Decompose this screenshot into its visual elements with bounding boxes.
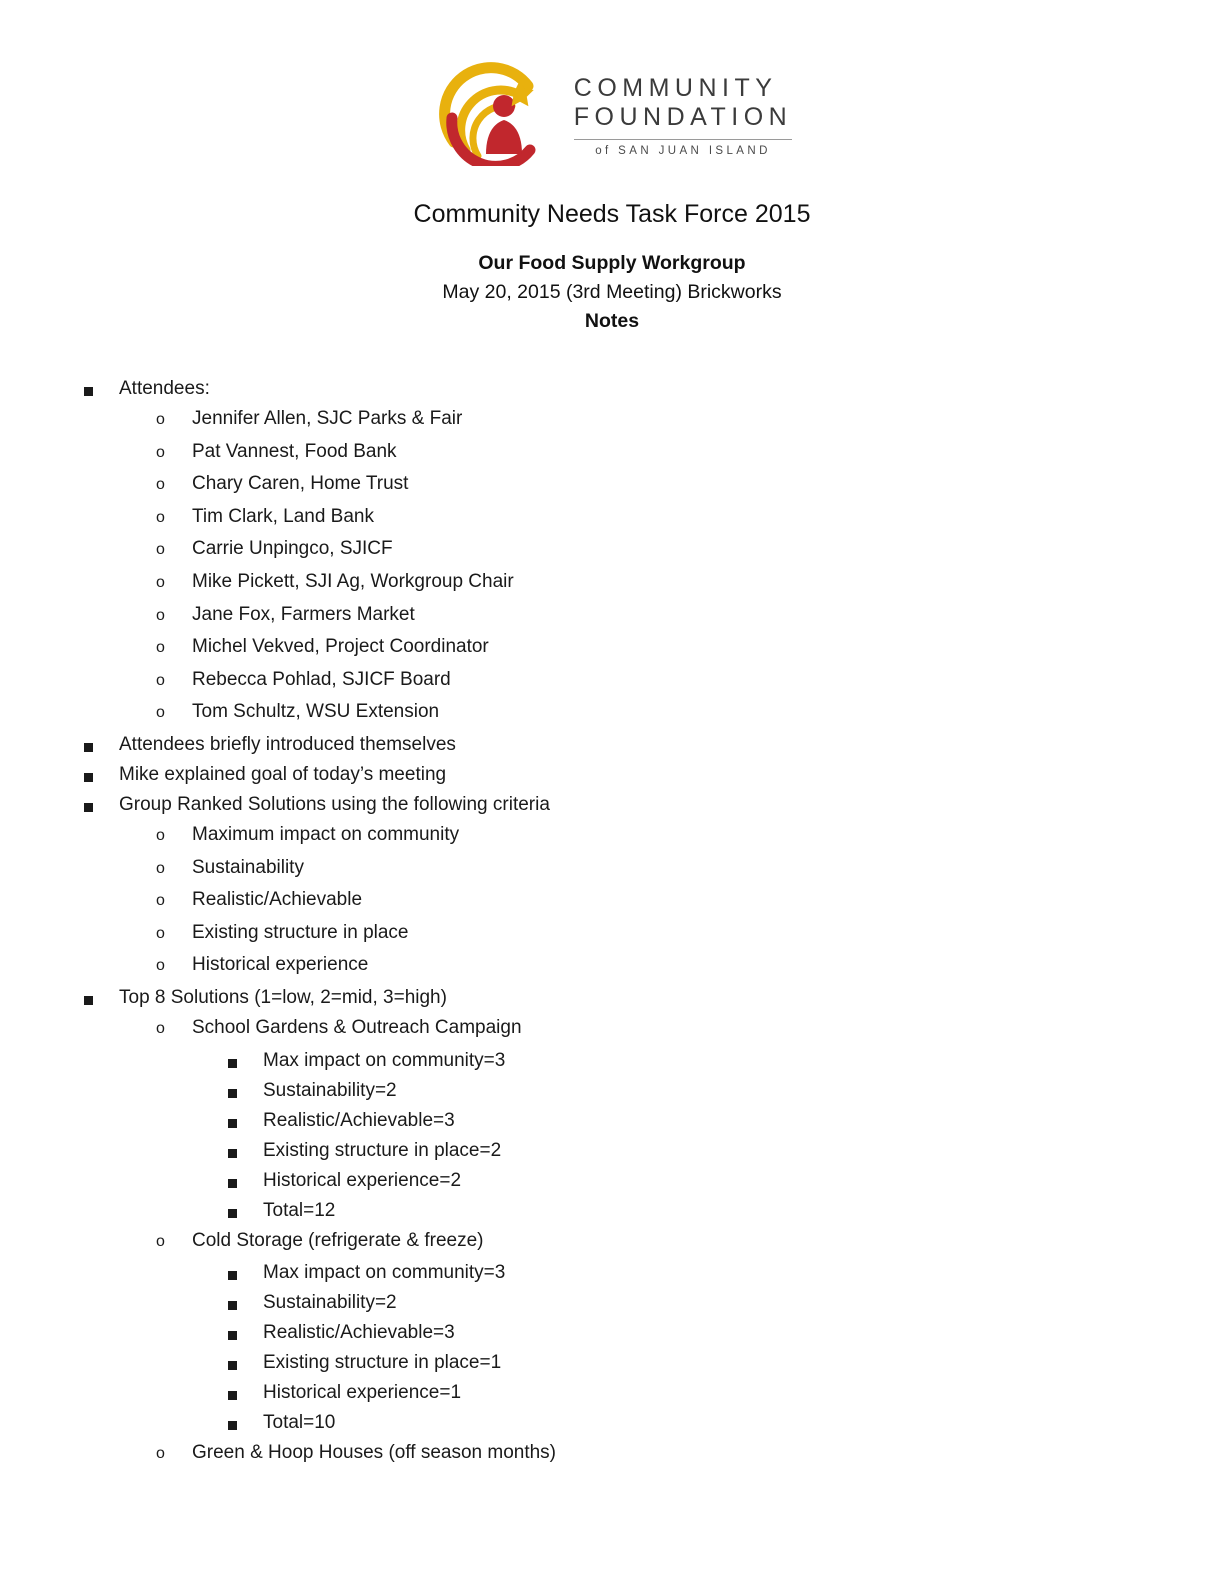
list-item-label: Realistic/Achievable=3 [263,1109,455,1131]
square-bullet-icon [84,803,93,812]
list-item-label: Existing structure in place [192,921,409,943]
list-item [84,1353,1164,1372]
list-item-label: Jane Fox, Farmers Market [192,603,415,625]
square-bullet-icon [228,1421,237,1430]
circle-bullet-icon: o [156,508,165,526]
list-item [84,1051,1164,1070]
circle-bullet-icon: o [156,1019,165,1037]
list-item [84,442,1164,464]
logo-line-foundation: FOUNDATION [573,102,793,131]
foundation-logo-icon [432,58,560,166]
circle-bullet-icon: o [156,541,165,559]
list-item-label: School Gardens & Outreach Campaign [192,1016,522,1038]
list-item [84,507,1164,529]
list-item-label: Existing structure in place=2 [263,1139,502,1161]
page-title: Community Needs Task Force 2015 [413,200,811,228]
list-item-label: Tim Clark, Land Bank [192,505,374,527]
list-item-label: Maximum impact on community [192,823,460,845]
list-item [84,1081,1164,1100]
list-item-label: Cold Storage (refrigerate & freeze) [192,1229,484,1251]
list-item [84,825,1164,847]
square-bullet-icon [228,1179,237,1188]
list-item [84,1201,1164,1220]
list-item-label: Total=10 [263,1412,336,1434]
list-item-label: Attendees briefly introduced themselves [119,733,456,755]
list-item [84,890,1164,912]
list-item-label: Sustainability=2 [263,1292,397,1314]
square-bullet-icon [228,1149,237,1158]
list-item-label: Mike explained goal of today’s meeting [119,763,447,785]
list-item [84,637,1164,659]
square-bullet-icon [84,773,93,782]
square-bullet-icon [84,387,93,396]
list-item [84,923,1164,945]
circle-bullet-icon: o [156,859,165,877]
list-item [84,702,1164,724]
logo-line-community: COMMUNITY [573,73,778,102]
list-item-label: Max impact on community=3 [263,1049,506,1071]
list-item-label: Rebecca Pohlad, SJICF Board [192,668,451,690]
list-item [84,572,1164,594]
list-item-label: Existing structure in place=1 [263,1352,502,1374]
list-item-label: Jennifer Allen, SJC Parks & Fair [192,408,463,429]
logo-line-location: of SAN JUAN ISLAND [574,139,792,157]
list-item [84,1231,1164,1253]
circle-bullet-icon: o [156,1445,165,1463]
circle-bullet-icon: o [156,957,165,975]
document-type-label: Notes [584,310,640,332]
list-item [84,409,1164,431]
notes-body [0,379,1224,1465]
circle-bullet-icon: o [156,1232,165,1250]
list-item-label: Michel Vekved, Project Coordinator [192,636,489,658]
square-bullet-icon [228,1059,237,1068]
list-item [84,1171,1164,1190]
list-item [84,1111,1164,1130]
list-item [84,605,1164,627]
list-item-label: Pat Vannest, Food Bank [192,440,397,462]
list-item-label: Green & Hoop Houses (off season months) [192,1442,557,1464]
list-item [84,1141,1164,1160]
list-item-label: Top 8 Solutions (1=low, 2=mid, 3=high) [119,986,447,1008]
list-item [84,795,1164,814]
workgroup-subtitle: Our Food Supply Workgroup [478,252,746,274]
square-bullet-icon [228,1391,237,1400]
circle-bullet-icon: o [156,826,165,844]
list-item-label: Historical experience=2 [263,1169,462,1191]
list-item [84,858,1164,880]
circle-bullet-icon: o [156,892,165,910]
circle-bullet-icon: o [156,606,165,624]
square-bullet-icon [228,1301,237,1310]
square-bullet-icon [84,996,93,1005]
list-item-label: Carrie Unpingco, SJICF [192,538,393,560]
list-item [84,1323,1164,1342]
list-item-label: Group Ranked Solutions using the following criteria [119,793,550,815]
list-item [84,955,1164,977]
list-item-label: Chary Caren, Home Trust [192,473,409,495]
list-item-label: Realistic/Achievable [192,889,363,911]
circle-bullet-icon: o [156,476,165,494]
list-item [84,670,1164,692]
square-bullet-icon [228,1209,237,1218]
circle-bullet-icon: o [156,573,165,591]
list-item-label: Total=12 [263,1199,336,1221]
square-bullet-icon [84,743,93,752]
list-item-label: Historical experience=1 [263,1382,462,1404]
list-item [84,988,1164,1007]
list-item-label: Tom Schultz, WSU Extension [192,701,440,723]
list-item [84,539,1164,561]
circle-bullet-icon: o [156,671,165,689]
list-item-label: Attendees: [119,378,210,399]
list-item [84,474,1164,496]
list-item-label: Historical experience [192,954,369,976]
circle-bullet-icon: o [156,443,165,461]
list-item [84,1293,1164,1312]
list-item-label: Max impact on community=3 [263,1262,506,1284]
square-bullet-icon [228,1089,237,1098]
list-item [84,1443,1164,1465]
list-item [84,765,1164,784]
list-item [84,1263,1164,1282]
list-item [84,735,1164,754]
list-item-label: Sustainability=2 [263,1079,397,1101]
list-item [84,1383,1164,1402]
meeting-info: May 20, 2015 (3rd Meeting) Brickworks [442,281,782,303]
square-bullet-icon [228,1119,237,1128]
circle-bullet-icon: o [156,411,165,428]
list-item-label: Sustainability [192,856,304,878]
square-bullet-icon [228,1271,237,1280]
square-bullet-icon [228,1361,237,1370]
organization-logo [0,58,1224,166]
circle-bullet-icon: o [156,924,165,942]
list-item [84,379,1164,398]
list-item [84,1413,1164,1432]
list-item-label: Mike Pickett, SJI Ag, Workgroup Chair [192,570,514,592]
list-item [84,1018,1164,1040]
list-item-label: Realistic/Achievable=3 [263,1322,455,1344]
square-bullet-icon [228,1331,237,1340]
circle-bullet-icon: o [156,639,165,657]
circle-bullet-icon: o [156,704,165,722]
